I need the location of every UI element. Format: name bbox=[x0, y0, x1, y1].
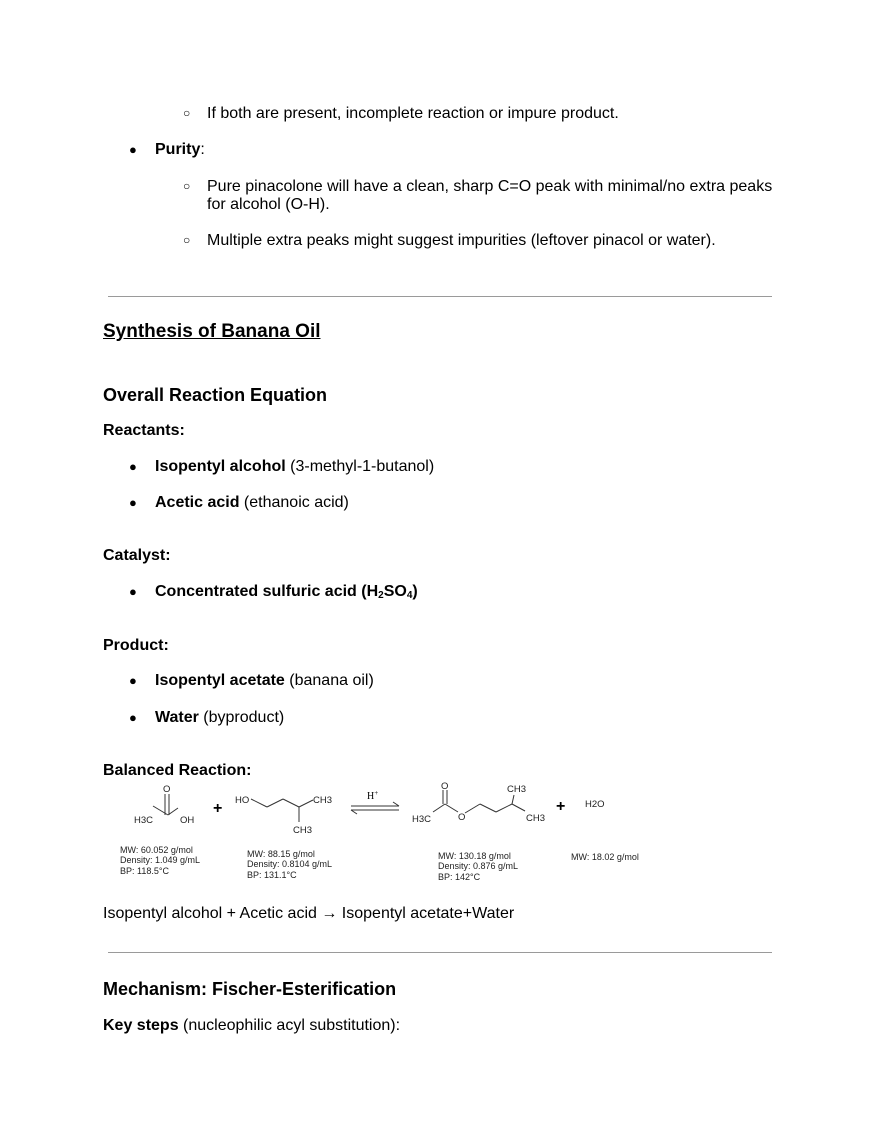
catalyst-text: SO bbox=[383, 583, 407, 600]
list-item-text: Multiple extra peaks might suggest impurities (leftover pinacol or water). bbox=[207, 232, 716, 249]
reactant-name: Acetic acid bbox=[155, 494, 240, 511]
list-item-text: If both are present, incomplete reaction or impure product. bbox=[207, 105, 619, 122]
product-name: Water bbox=[155, 709, 199, 726]
atom-label: CH3 bbox=[507, 784, 527, 795]
balanced-label: Balanced Reaction: bbox=[103, 762, 252, 779]
product-desc: (byproduct) bbox=[198, 709, 285, 726]
bullet-icon: ● bbox=[129, 584, 137, 599]
reactant-desc: (3-methyl-1-butanol) bbox=[285, 458, 435, 475]
property-text: BP: 142°C bbox=[438, 872, 481, 882]
subscript: 4 bbox=[406, 590, 413, 601]
product-label: Product: bbox=[103, 637, 169, 654]
reactant-item bbox=[155, 457, 434, 476]
property-text: Density: 0.876 g/mL bbox=[438, 861, 519, 871]
property-text: MW: 18.02 g/mol bbox=[571, 852, 639, 862]
atom-label: H3C bbox=[412, 814, 432, 825]
property-text: MW: 88.15 g/mol bbox=[247, 849, 315, 859]
sub-bullet-icon: ○ bbox=[183, 233, 191, 247]
atom-label: CH3 bbox=[526, 813, 546, 824]
purity-label: Purity bbox=[155, 141, 201, 158]
catalyst-text: ) bbox=[412, 583, 418, 600]
catalyst-item bbox=[155, 582, 418, 605]
property-text: Density: 0.8104 g/mL bbox=[247, 859, 333, 869]
purity-item bbox=[155, 140, 205, 159]
divider bbox=[108, 952, 772, 953]
mechanism-heading: Mechanism: Fischer-Esterification bbox=[103, 979, 397, 999]
product-item bbox=[155, 671, 374, 690]
atom-label: HO bbox=[235, 795, 250, 806]
atom-label: CH3 bbox=[293, 825, 313, 836]
bullet-icon: ● bbox=[129, 710, 137, 725]
property-text: MW: 130.18 g/mol bbox=[438, 851, 511, 861]
equation-text: Isopentyl alcohol + Acetic acid → Isopentyl acetate+Water bbox=[103, 905, 515, 922]
purity-colon: : bbox=[200, 141, 205, 158]
atom-label: OH bbox=[180, 815, 195, 826]
bullet-icon: ● bbox=[129, 495, 137, 510]
key-steps bbox=[103, 1016, 400, 1035]
property-text: Density: 1.049 g/mL bbox=[120, 855, 201, 865]
property-text: BP: 131.1°C bbox=[247, 870, 297, 880]
water-formula: H2O bbox=[585, 799, 605, 810]
atom-label: O bbox=[441, 781, 449, 792]
reactant-name: Isopentyl alcohol bbox=[155, 458, 286, 475]
catalyst-label: Catalyst: bbox=[103, 547, 171, 564]
reactants-label: Reactants: bbox=[103, 422, 185, 439]
key-steps-desc: (nucleophilic acyl substitution): bbox=[178, 1017, 401, 1034]
divider bbox=[108, 296, 772, 297]
product-desc: (banana oil) bbox=[284, 672, 374, 689]
atom-label: O bbox=[458, 812, 466, 823]
property-text: BP: 118.5°C bbox=[120, 866, 169, 876]
sub-bullet-icon: ○ bbox=[183, 179, 191, 193]
atom-label: O bbox=[163, 784, 171, 795]
plus-sign: + bbox=[556, 798, 566, 815]
catalyst-superscript: + bbox=[374, 789, 379, 797]
reactant-desc: (ethanoic acid) bbox=[239, 494, 349, 511]
list-item-text: Pure pinacolone will have a clean, sharp C=O peak with minimal/no extra peaks bbox=[207, 178, 773, 195]
reaction-scheme bbox=[0, 780, 880, 890]
reactant-item bbox=[155, 493, 349, 512]
catalyst-symbol bbox=[367, 789, 378, 802]
overall-heading: Overall Reaction Equation bbox=[103, 385, 328, 405]
catalyst-text: Concentrated sulfuric acid (H bbox=[155, 583, 379, 600]
plus-sign: + bbox=[213, 800, 223, 817]
sub-bullet-icon: ○ bbox=[183, 106, 191, 120]
key-steps-label: Key steps bbox=[103, 1017, 179, 1034]
catalyst-letter: H bbox=[367, 791, 375, 802]
bullet-icon: ● bbox=[129, 459, 137, 474]
bullet-icon: ● bbox=[129, 142, 137, 157]
section-title: Synthesis of Banana Oil bbox=[103, 321, 321, 342]
list-item-text: for alcohol (O-H). bbox=[207, 196, 330, 213]
subscript: 2 bbox=[378, 590, 384, 601]
atom-label: CH3 bbox=[313, 795, 333, 806]
product-name: Isopentyl acetate bbox=[155, 672, 285, 689]
product-item bbox=[155, 708, 284, 727]
atom-label: H3C bbox=[134, 815, 154, 826]
property-text: MW: 60.052 g/mol bbox=[120, 845, 193, 855]
bullet-icon: ● bbox=[129, 673, 137, 688]
